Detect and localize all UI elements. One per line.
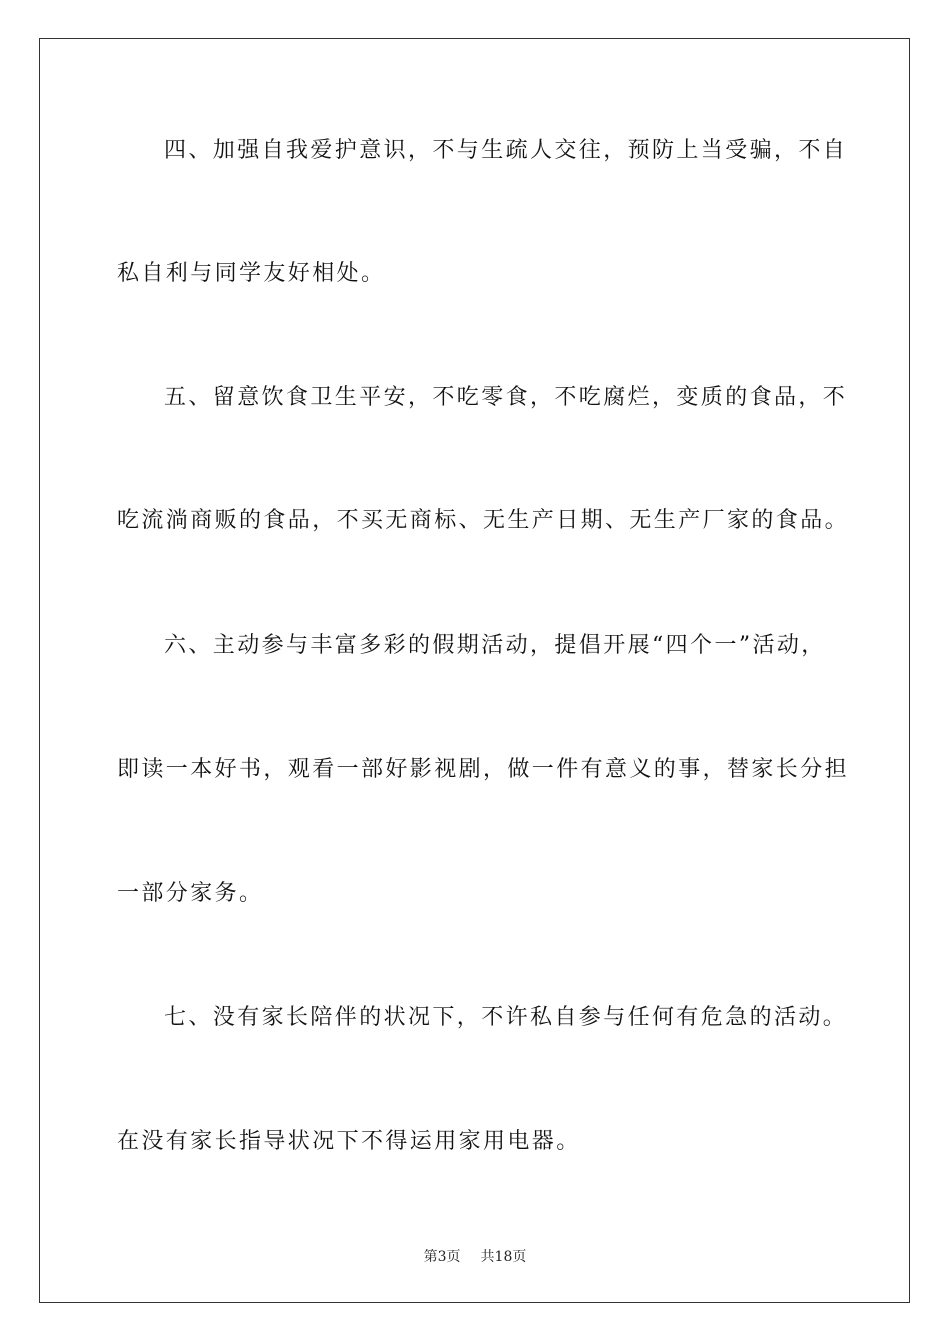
page-number: 第3页 <box>423 1249 461 1265</box>
paragraph-7-line-1: 七、没有家长陪伴的状况下，不许私自参与任何有危急的活动。 <box>164 1005 848 1030</box>
paragraph-7-line-2: 在没有家长指导状况下不得运用家用电器。 <box>117 1129 581 1154</box>
page-footer <box>0 1247 950 1267</box>
paragraph-5-line-2: 吃流淌商贩的食品，不买无商标、无生产日期、无生产厂家的食品。 <box>117 508 850 533</box>
paragraph-6-line-3: 一部分家务。 <box>117 881 264 906</box>
paragraph-4-line-1: 四、加强自我爱护意识，不与生疏人交往，预防上当受骗，不自 <box>164 138 848 163</box>
paragraph-5-line-1: 五、留意饮食卫生平安，不吃零食，不吃腐烂，变质的食品，不 <box>164 385 848 410</box>
paragraph-6-line-2: 即读一本好书，观看一部好影视剧，做一件有意义的事，替家长分担 <box>117 757 850 782</box>
page-border <box>39 38 910 1303</box>
paragraph-4-line-2: 私自利与同学友好相处。 <box>117 261 386 286</box>
paragraph-6-line-1: 六、主动参与丰富多彩的假期活动，提倡开展“四个一”活动， <box>164 633 826 658</box>
total-pages: 共18页 <box>480 1249 527 1265</box>
